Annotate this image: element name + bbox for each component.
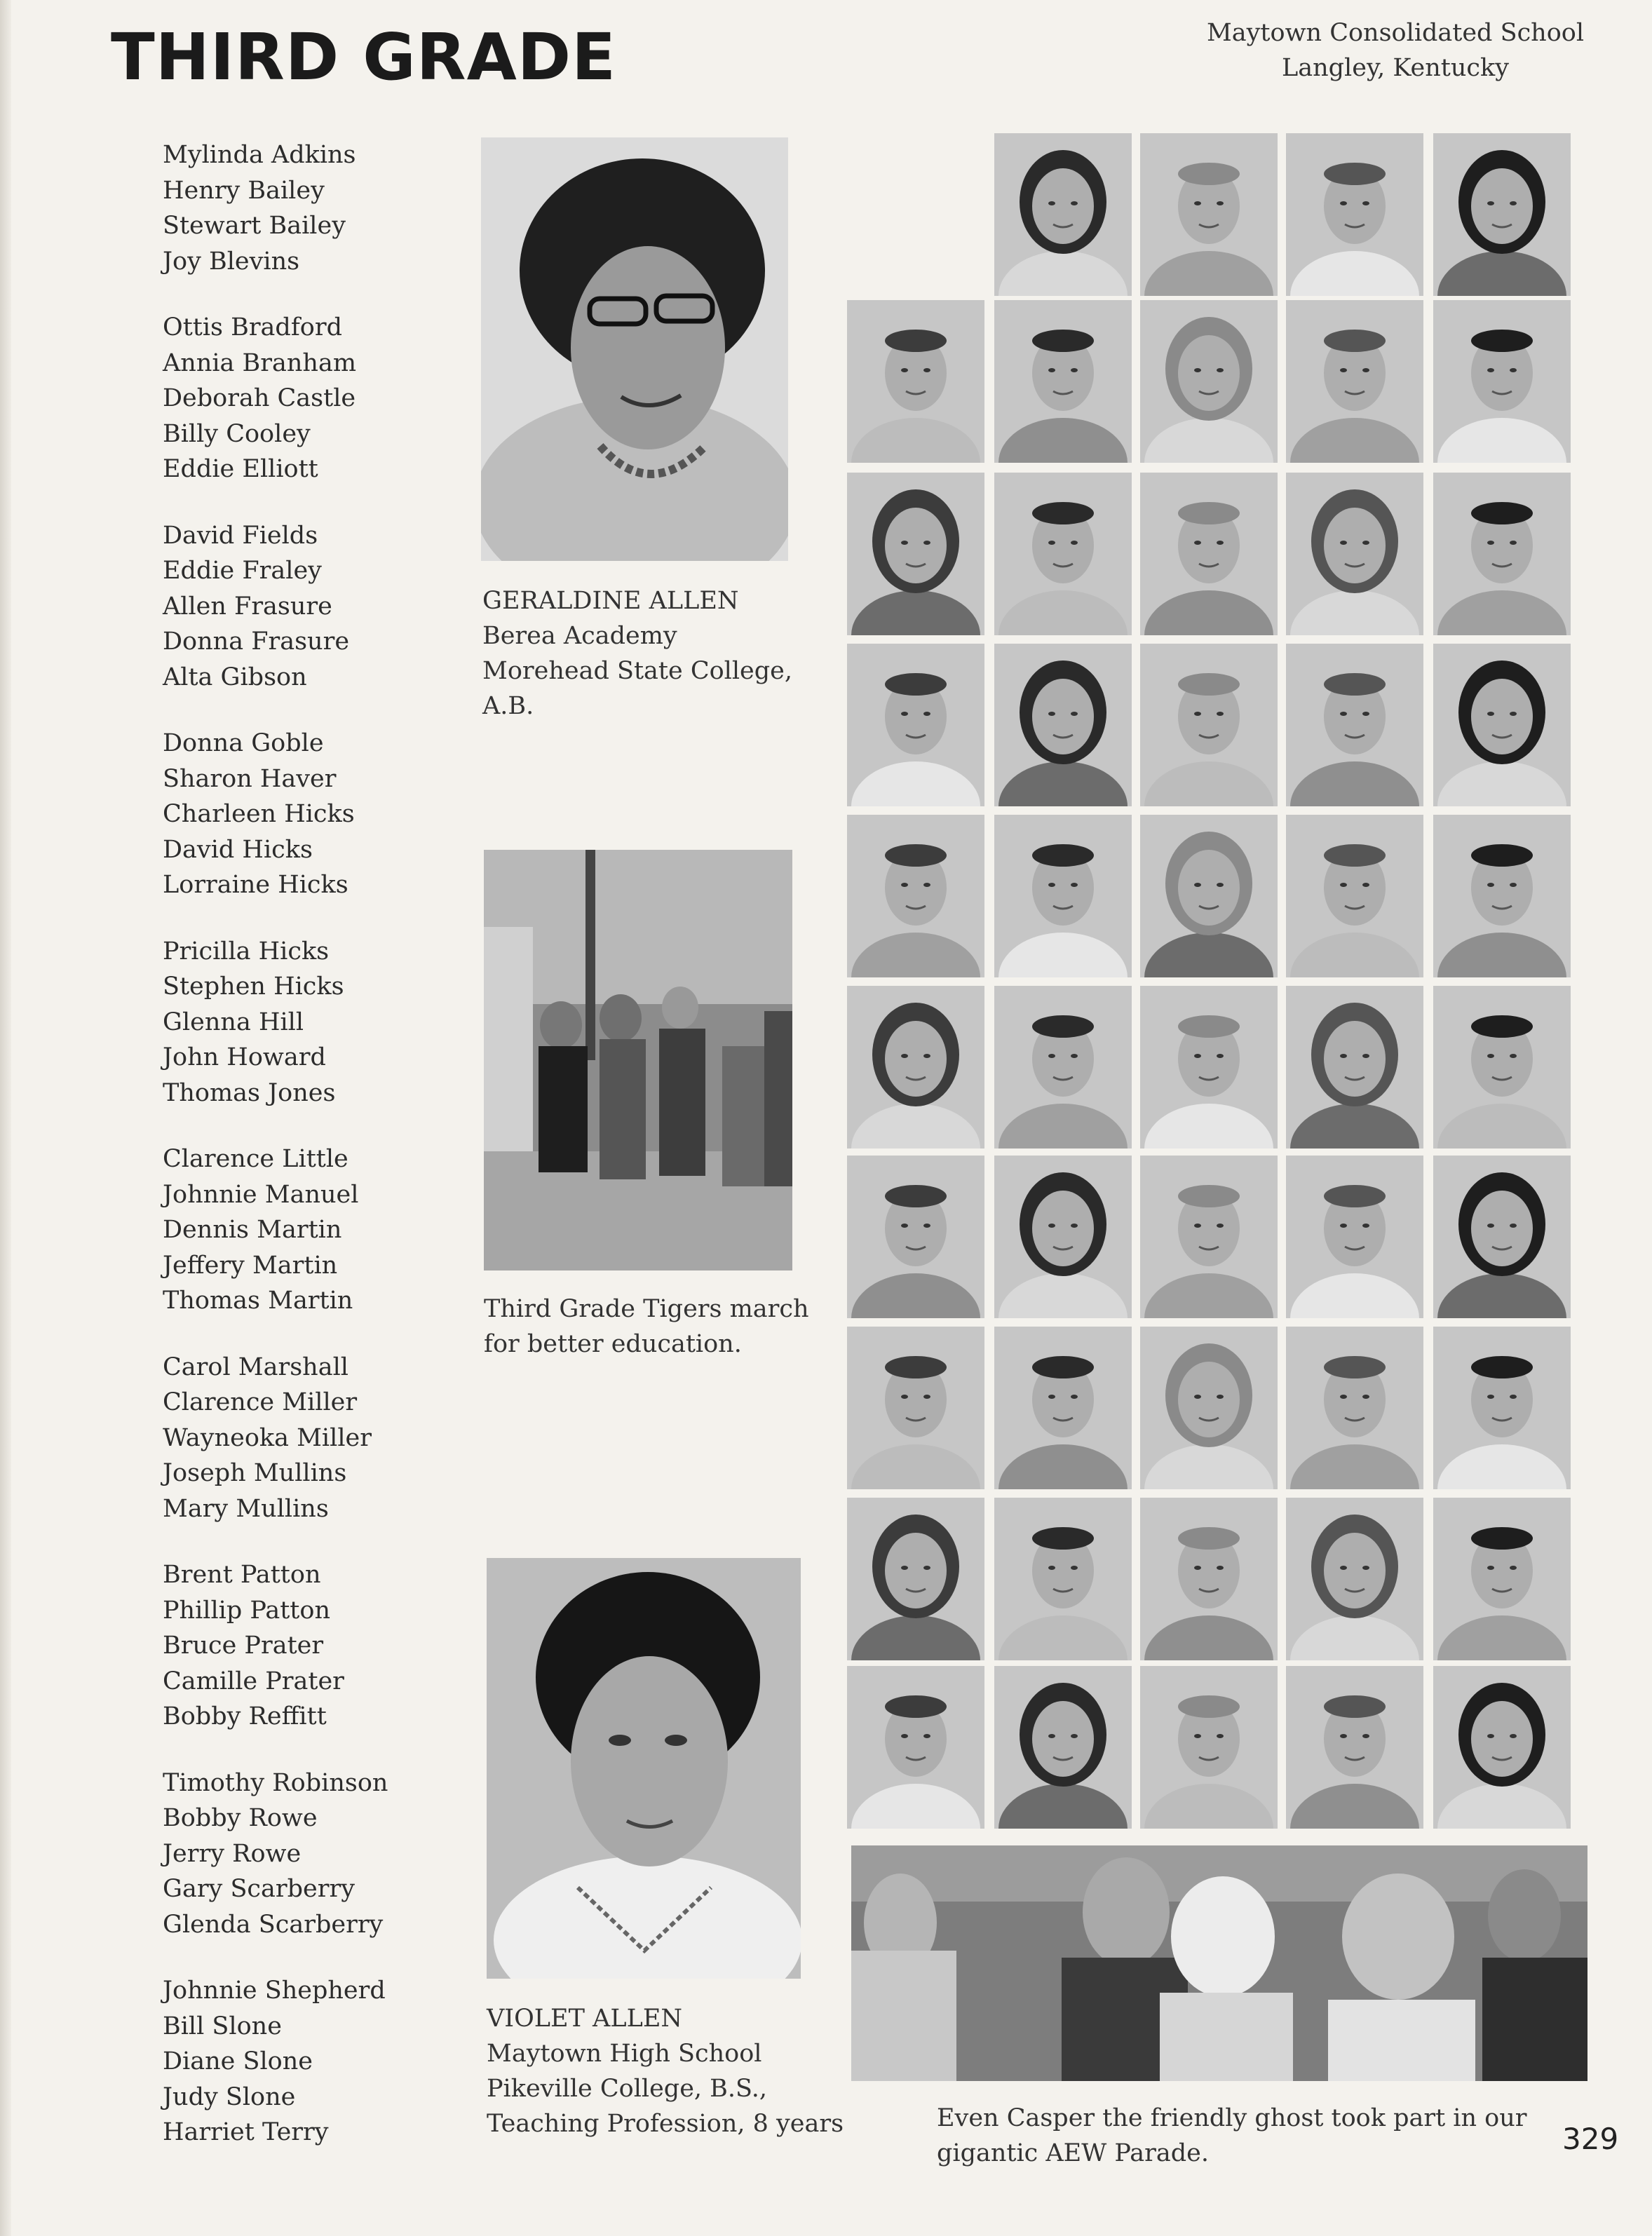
student-portrait xyxy=(1286,1327,1423,1489)
student-name: Pricilla Hicks xyxy=(163,937,330,965)
student-name: Lorraine Hicks xyxy=(163,871,348,899)
student-portrait xyxy=(1140,473,1278,635)
student-name-group xyxy=(163,1557,471,1735)
student-portrait xyxy=(847,1498,984,1660)
student-name-group xyxy=(163,1141,471,1319)
student-name: Dennis Martin xyxy=(163,1216,342,1244)
student-portrait xyxy=(1433,644,1571,806)
student-name-group xyxy=(163,726,471,903)
student-name: Eddie Fraley xyxy=(163,557,322,585)
student-name-list xyxy=(163,137,471,2181)
student-portrait xyxy=(1433,1666,1571,1829)
student-portrait xyxy=(1433,1498,1571,1660)
parade-caption xyxy=(484,1292,809,1362)
parade-photo xyxy=(484,850,792,1271)
student-name: Thomas Martin xyxy=(163,1287,353,1315)
student-name: Alta Gibson xyxy=(163,663,307,691)
student-name: Joseph Mullins xyxy=(163,1459,347,1487)
student-portrait xyxy=(1286,986,1423,1149)
student-name: Joy Blevins xyxy=(163,247,300,276)
school-location: Langley, Kentucky xyxy=(1282,54,1509,82)
student-name: Thomas Jones xyxy=(163,1078,336,1107)
parade-caption-line2: for better education. xyxy=(484,1330,742,1358)
school-name: Maytown Consolidated School xyxy=(1206,19,1585,47)
student-name: David Fields xyxy=(163,521,318,550)
teacher-college: Morehead State College, xyxy=(482,657,793,685)
student-portrait xyxy=(994,1498,1132,1660)
student-name-group xyxy=(163,934,471,1111)
student-name: Diane Slone xyxy=(163,2047,313,2075)
student-name: Allen Frasure xyxy=(163,592,332,621)
student-name: Clarence Miller xyxy=(163,1388,358,1416)
student-name: Bobby Rowe xyxy=(163,1804,318,1832)
student-portrait xyxy=(994,473,1132,635)
student-portrait xyxy=(994,1666,1132,1829)
student-portrait xyxy=(847,1156,984,1318)
casper-parade-photo xyxy=(851,1845,1587,2081)
student-name: Phillip Patton xyxy=(163,1596,330,1625)
student-name: Gary Scarberry xyxy=(163,1875,355,1903)
student-name-group xyxy=(163,1350,471,1527)
student-portrait xyxy=(994,1327,1132,1489)
teacher-portrait-violet-allen xyxy=(487,1558,801,1979)
student-name: Stephen Hicks xyxy=(163,973,344,1001)
student-portrait-grid xyxy=(847,133,1582,1837)
student-portrait xyxy=(994,644,1132,806)
teacher-caption-geraldine-allen xyxy=(482,583,792,724)
student-name: Stewart Bailey xyxy=(163,212,346,240)
student-name: Mary Mullins xyxy=(163,1494,329,1523)
student-portrait xyxy=(1286,300,1423,463)
student-portrait xyxy=(1286,1498,1423,1660)
student-portrait xyxy=(1433,1156,1571,1318)
student-portrait xyxy=(1286,473,1423,635)
student-name: Mylinda Adkins xyxy=(163,141,356,169)
student-portrait xyxy=(1140,1666,1278,1829)
student-portrait xyxy=(994,133,1132,296)
student-name-group xyxy=(163,310,471,487)
student-portrait xyxy=(1286,133,1423,296)
student-name: Eddie Elliott xyxy=(163,455,318,483)
student-name: Glenna Hill xyxy=(163,1008,304,1036)
student-name-group xyxy=(163,518,471,696)
student-portrait xyxy=(1140,986,1278,1149)
student-portrait xyxy=(1140,300,1278,463)
teacher-experience: Teaching Profession, 8 years xyxy=(487,2110,844,2138)
student-name: Bruce Prater xyxy=(163,1632,324,1660)
student-name: Judy Slone xyxy=(163,2082,296,2111)
student-name: Henry Bailey xyxy=(163,176,325,205)
student-name: Camille Prater xyxy=(163,1667,344,1695)
teacher-caption-violet-allen xyxy=(487,2001,844,2141)
student-name: Harriet Terry xyxy=(163,2118,329,2146)
student-name: Bobby Reffitt xyxy=(163,1702,327,1730)
student-name: Carol Marshall xyxy=(163,1353,348,1381)
student-name: Billy Cooley xyxy=(163,419,311,448)
student-name: Timothy Robinson xyxy=(163,1768,388,1797)
student-name: David Hicks xyxy=(163,835,313,864)
student-name: Deborah Castle xyxy=(163,384,356,412)
student-name-group xyxy=(163,1973,471,2150)
student-portrait xyxy=(994,300,1132,463)
student-name: Donna Goble xyxy=(163,729,324,757)
casper-caption xyxy=(937,2101,1526,2171)
student-portrait xyxy=(847,986,984,1149)
student-portrait xyxy=(1140,1327,1278,1489)
student-portrait xyxy=(847,1327,984,1489)
student-name: Ottis Bradford xyxy=(163,313,342,341)
student-name: Johnnie Shepherd xyxy=(163,1977,386,2005)
student-portrait xyxy=(1286,644,1423,806)
teacher-school: Maytown High School xyxy=(487,2040,762,2068)
student-portrait xyxy=(1140,1498,1278,1660)
student-name: Wayneoka Miller xyxy=(163,1423,372,1452)
student-portrait xyxy=(994,1156,1132,1318)
teacher-name: GERALDINE ALLEN xyxy=(482,587,739,615)
student-name: Bill Slone xyxy=(163,2012,282,2040)
student-portrait xyxy=(1433,473,1571,635)
school-header xyxy=(1206,15,1585,86)
student-portrait xyxy=(1140,644,1278,806)
student-portrait xyxy=(847,1666,984,1829)
student-name-group xyxy=(163,137,471,279)
student-portrait xyxy=(847,300,984,463)
casper-caption-line2: gigantic AEW Parade. xyxy=(937,2139,1210,2167)
student-name-group xyxy=(163,1766,471,1943)
student-name: Donna Frasure xyxy=(163,628,350,656)
student-name: John Howard xyxy=(163,1043,326,1071)
page-binding-edge xyxy=(0,0,11,2236)
student-portrait xyxy=(1140,1156,1278,1318)
student-name: Brent Patton xyxy=(163,1561,321,1589)
student-name: Sharon Haver xyxy=(163,764,337,793)
student-name: Annia Branham xyxy=(163,348,357,377)
teacher-school: Berea Academy xyxy=(482,622,677,650)
page-number: 329 xyxy=(1562,2122,1619,2156)
student-name: Johnnie Manuel xyxy=(163,1180,359,1209)
parade-caption-line1: Third Grade Tigers march xyxy=(484,1295,809,1323)
student-portrait xyxy=(1433,986,1571,1149)
teacher-portrait-geraldine-allen xyxy=(481,137,788,561)
student-portrait xyxy=(1433,815,1571,977)
student-portrait xyxy=(847,473,984,635)
student-portrait xyxy=(994,815,1132,977)
teacher-name: VIOLET ALLEN xyxy=(487,2005,682,2033)
student-portrait xyxy=(1140,815,1278,977)
student-name: Clarence Little xyxy=(163,1145,348,1173)
student-portrait xyxy=(1286,1666,1423,1829)
teacher-degree: A.B. xyxy=(482,692,534,720)
student-name: Glenda Scarberry xyxy=(163,1910,384,1939)
student-portrait xyxy=(847,815,984,977)
student-portrait xyxy=(1433,1327,1571,1489)
student-portrait xyxy=(1140,133,1278,296)
student-portrait xyxy=(1286,815,1423,977)
teacher-college: Pikeville College, B.S., xyxy=(487,2075,768,2103)
student-name: Charleen Hicks xyxy=(163,800,355,828)
student-name: Jeffery Martin xyxy=(163,1251,338,1280)
student-portrait xyxy=(1433,300,1571,463)
student-name: Jerry Rowe xyxy=(163,1839,302,1868)
casper-caption-line1: Even Casper the friendly ghost took part in our xyxy=(937,2104,1527,2132)
student-portrait xyxy=(994,986,1132,1149)
student-portrait xyxy=(1286,1156,1423,1318)
student-portrait xyxy=(847,644,984,806)
page-title: THIRD GRADE xyxy=(111,20,616,95)
student-portrait xyxy=(1433,133,1571,296)
